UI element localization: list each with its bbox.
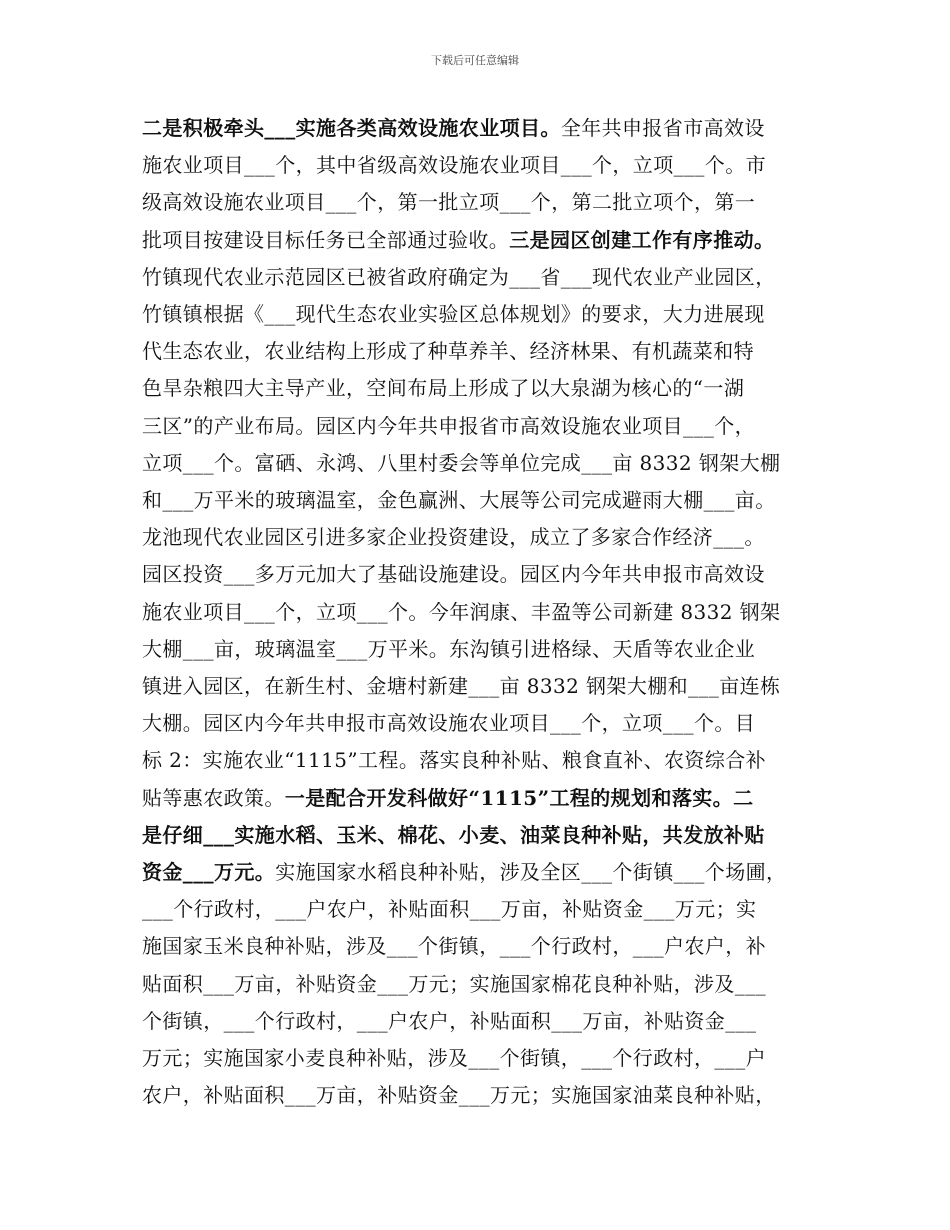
text-run: 竹镇现代农业示范园区已被省政府确定为___省___现代农业产业园区， xyxy=(142,264,776,289)
text-run: 实施国家水稻良种补贴，涉及全区___个街镇___个场圃， xyxy=(275,860,787,884)
text-run: 标 2：实施农业“1115”工程。落实良种补贴、粮食直补、农资综合补 xyxy=(142,748,767,773)
text-line xyxy=(142,482,822,519)
text-run: 万元；实施国家小麦良种补贴，涉及___个街镇，___个行政村，___户 xyxy=(142,1046,766,1070)
text-line xyxy=(142,147,822,184)
text-run: 龙池现代农业园区引进多家企业投资建设，成立了多家合作经济___。 xyxy=(142,525,765,550)
text-line xyxy=(142,966,822,1003)
text-line xyxy=(142,184,822,221)
text-line xyxy=(142,780,822,817)
text-run: 色旱杂粮四大主导产业，空间布局上形成了以大泉湖为核心的“一湖 xyxy=(142,376,745,401)
text-line xyxy=(142,1040,822,1077)
text-run: 农户，补贴面积___万亩，补贴资金___万元；实施国家油菜良种补贴， xyxy=(142,1083,776,1108)
text-line xyxy=(142,519,822,556)
text-line xyxy=(142,259,822,296)
bold-text-run: 是仔细___实施水稻、玉米、棉花、小麦、油菜良种补贴，共发放补贴 xyxy=(142,822,765,847)
bold-text-run: 资金___万元。 xyxy=(142,860,276,884)
text-run: 代生态农业，农业结构上形成了种草养羊、经济林果、有机蔬菜和特 xyxy=(142,339,754,364)
text-line xyxy=(142,928,822,965)
text-run: 和___万平米的玻璃温室，金色赢洲、大展等公司完成避雨大棚___亩。 xyxy=(142,488,776,512)
text-line xyxy=(142,1077,822,1114)
text-line xyxy=(142,110,822,147)
page-header-note: 下载后可任意编辑 xyxy=(431,54,519,67)
text-run: 施农业项目___个，其中省级高效设施农业项目___个，立项___个。市 xyxy=(142,153,766,178)
bold-text-run: 二是积极牵头___实施各类高效设施农业项目。 xyxy=(142,116,561,140)
text-line xyxy=(142,891,822,928)
text-run: 三区”的产业布局。园区内今年共申报省市高效设施农业项目___个， xyxy=(142,413,756,438)
text-line xyxy=(142,222,822,259)
text-run: 竹镇镇根据《___现代生态农业实验区总体规划》的要求，大力进展现 xyxy=(142,302,765,326)
text-line xyxy=(142,445,822,482)
text-run: 个街镇，___个行政村，___户农户，补贴面积___万亩，补贴资金___ xyxy=(142,1008,757,1033)
text-line xyxy=(142,370,822,407)
text-line xyxy=(142,668,822,705)
text-line xyxy=(142,594,822,631)
text-line xyxy=(142,854,822,891)
text-run: ___个行政村，___户农户，补贴面积___万亩，补贴资金___万元；实 xyxy=(142,897,757,922)
text-line xyxy=(142,1003,822,1040)
text-run: 级高效设施农业项目___个，第一批立项___个，第二批立项个，第一 xyxy=(142,190,756,215)
text-run: 批项目按建设目标任务已全部通过验收。 xyxy=(142,227,510,252)
text-run: 大棚。园区内今年共申报市高效设施农业项目___个，立项___个。目 xyxy=(142,711,756,736)
text-line xyxy=(142,408,822,445)
text-run: 大棚___亩，玻璃温室___万平米。东沟镇引进格绿、天盾等农业企业 xyxy=(142,636,756,661)
text-line xyxy=(142,296,822,333)
text-run: 全年共申报省市高效设 xyxy=(560,116,765,140)
text-run: 施农业项目___个，立项___个。今年润康、丰盈等公司新建 8332 钢架 xyxy=(142,599,781,624)
text-line xyxy=(142,817,822,854)
text-line xyxy=(142,333,822,370)
text-line xyxy=(142,742,822,779)
text-run: 贴等惠农政策。 xyxy=(142,785,285,810)
text-run: 立项___个。富硒、永鸿、八里村委会等单位完成___亩 8332 钢架大棚 xyxy=(142,450,781,475)
text-line xyxy=(142,556,822,593)
bold-text-run: 一是配合开发科做好“1115”工程的规划和落实。二 xyxy=(284,785,754,810)
text-run: 施国家玉米良种补贴，涉及___个街镇，___个行政村，___户农户，补 xyxy=(142,934,766,959)
bold-text-run: 三是园区创建工作有序推动。 xyxy=(509,227,775,252)
text-run: 园区投资___多万元加大了基础设施建设。园区内今年共申报市高效设 xyxy=(142,562,765,587)
text-line xyxy=(142,631,822,668)
text-run: 镇进入园区，在新生村、金塘村新建___亩 8332 钢架大棚和___亩连栋 xyxy=(142,674,781,698)
text-line xyxy=(142,705,822,742)
text-run: 贴面积___万亩，补贴资金___万元；实施国家棉花良种补贴，涉及___ xyxy=(142,971,766,996)
